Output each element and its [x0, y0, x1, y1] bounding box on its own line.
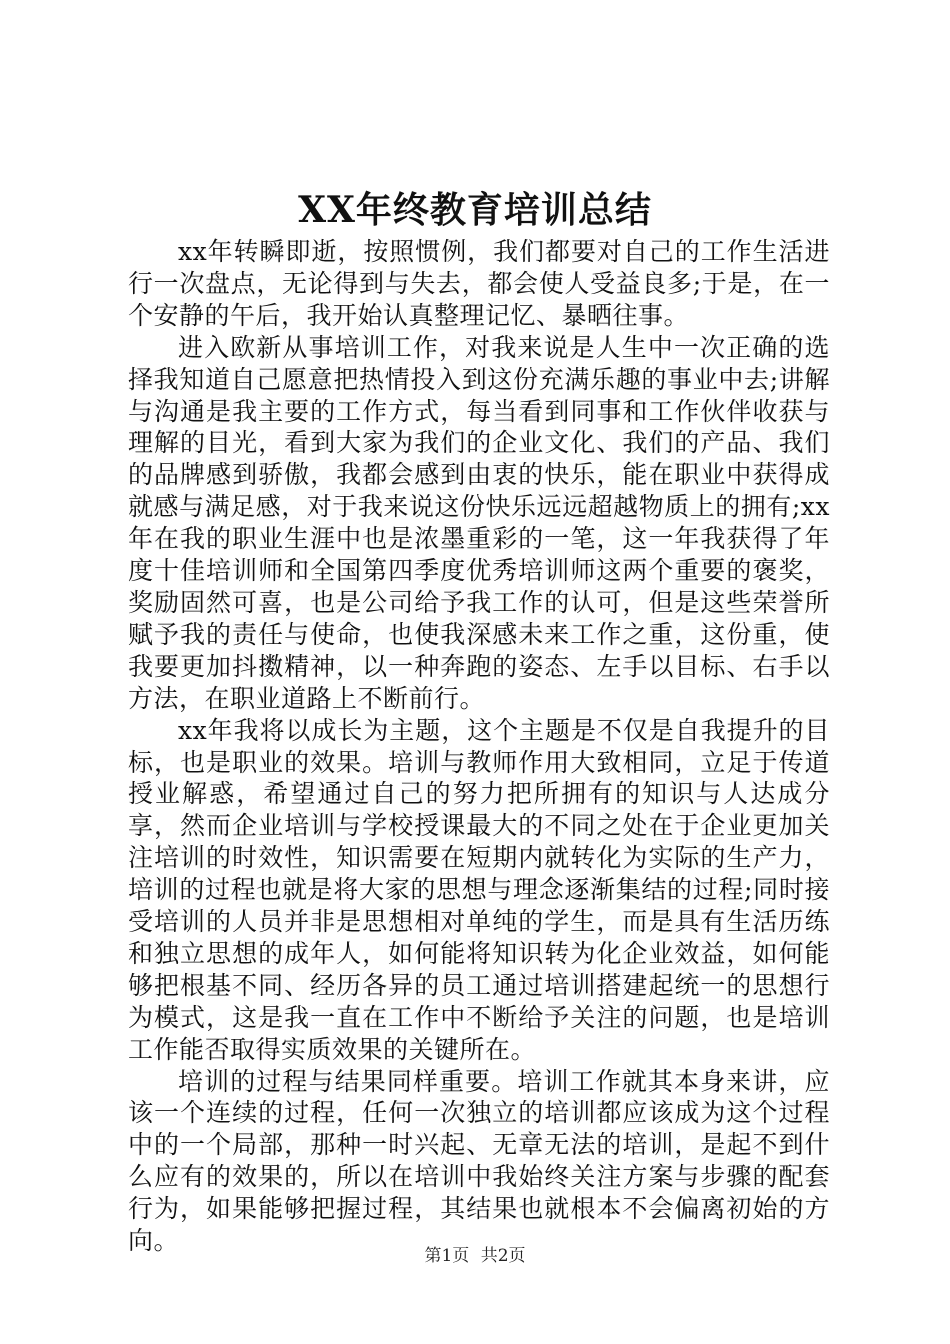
paragraph: xx年我将以成长为主题，这个主题是不仅是自我提升的目标，也是职业的效果。培训与教师作用大致相同，立足于传道授业解惑，希望通过自己的努力把所拥有的知识与人达成分享，然而企业培训与学校授课最大的不同之处在于企业更加关注培训的时效性，知识需要在短期内就转化为实际的生产力，培训的过程也就是将大家的思想与理念逐渐集结的过程;同时接受培训的人员并非是思想相对单纯的学生，而是具有生活历练和独立思想的成年人，如何能将知识转为化企业效益，如何能够把根基不同、经历各异的员工通过培训搭建起统一的思想行为模式，这是我一直在工作中不断给予关注的问题，也是培训工作能否取得实质效果的关键所在。	[128, 715, 830, 1064]
page-number: 第1页	[424, 1246, 470, 1266]
paragraph: xx年转瞬即逝，按照惯例，我们都要对自己的工作生活进行一次盘点，无论得到与失去，都会使人受益良多;于是，在一个安静的午后，我开始认真整理记忆、暴晒往事。	[128, 237, 830, 330]
page-total: 共2页	[480, 1246, 526, 1266]
document-title: XX年终教育培训总结	[298, 189, 652, 231]
paragraph: 培训的过程与结果同样重要。培训工作就其本身来讲，应该一个连续的过程，任何一次独立的培训都应该成为这个过程中的一个局部，那种一时兴起、无章无法的培训，是起不到什么应有的效果的，所以在培训中我始终关注方案与步骤的配套行为，如果能够把握过程，其结果也就根本不会偏离初始的方向。	[128, 1066, 830, 1256]
paragraph: 进入欧新从事培训工作，对我来说是人生中一次正确的选择我知道自己愿意把热情投入到这份充满乐趣的事业中去;讲解与沟通是我主要的工作方式，每当看到同事和工作伙伴收获与理解的目光，看到大家为我们的企业文化、我们的产品、我们的品牌感到骄傲，我都会感到由衷的快乐，能在职业中获得成就感与满足感，对于我来说这份快乐远远超越物质上的拥有;xx年在我的职业生涯中也是浓墨重彩的一笔，这一年我获得了年度十佳培训师和全国第四季度优秀培训师这两个重要的褒奖，奖励固然可喜，也是公司给予我工作的认可，但是这些荣誉所赋予我的责任与使命，也使我深感未来工作之重，这份重，使我要更加抖擞精神，以一种奔跑的姿态、左手以目标、右手以方法，在职业道路上不断前行。	[128, 332, 830, 713]
page-footer	[0, 1244, 950, 1268]
document-body	[128, 236, 830, 1257]
